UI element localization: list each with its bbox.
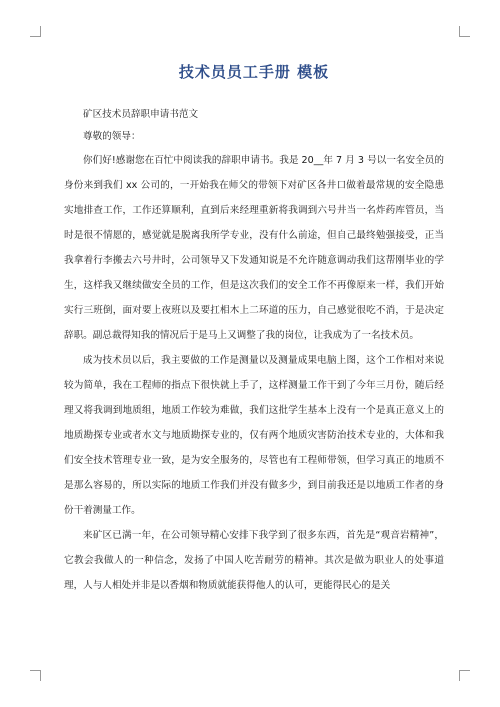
salutation: 尊敬的领导： (83, 131, 141, 142)
page-corner-mark-bottom-left (30, 670, 41, 681)
page-corner-mark-top-right (459, 26, 470, 37)
document-title: 技术员员工手册 模板 (178, 63, 330, 81)
paragraph-2: 成为技术员以后，我主要做的工作是测量以及测量成果电脑上图，这个工作相对来说较为简单，我在工程师的指点下很快就上手了，这样测量工作干到了今年三月份，随后经理又将我调到地质组，地质工作较为难做，我们这批学生基本上没有一个是真正意义上的地质勘探专业或者水文与地质勘探专业的，仅有两个地质灾害防治技术专业的，大体和我们安全技术管理专业一致，是为安全服务的，尽管也有工程师带领，但学习真正的地质不是那么容易的，所以实际的地质工作我们并没有做多少，到目前我还是以地质工作者的身份干着测量工作。 (64, 355, 444, 516)
page-corner-mark-top-left (30, 26, 41, 37)
document-page (64, 62, 444, 598)
page-corner-mark-bottom-right (459, 670, 470, 681)
paragraph-1: 你们好!感谢您在百忙中阅读我的辞职申请书。我是 20__年 7 月 3 号以一名安全员的身份来到我们 xx 公司的，一开始我在师父的带领下对矿区各井口做着最常规的安全隐患实地排查工作，工作还算顺利，直到后来经理重新将我调到六号井当一名炸药库管员，当时是很不情愿的，感觉就是脱离我所学专业，没有什么前途，但自己最终勉强接受，正当我拿着行李搬去六号井时，公司领导又下发通知说是不允许随意调动我们这帮刚毕业的学生，这样我又继续做安全员的工作，但是这次我们的安全工作不再像原来一样，我们开始实行三班倒，面对要上夜班以及要扛相木上二环道的压力，自己感觉很吃不消，于是决定辞职。副总裁得知我的情况后于是马上又调整了我的岗位，让我成为了一名技术员。 (64, 155, 444, 341)
document-subtitle: 矿区技术员辞职申请书范文 (83, 109, 199, 120)
paragraph-3: 来矿区已满一年，在公司领导精心安排下我学到了很多东西，首先是“观音岩精神”，它教会我做人的一种信念，发扬了中国人吃苦耐劳的精神。其次是做为职业人的处事道理，人与人相处并非是以香烟和物质就能获得他人的认可，更能得民心的是关 (64, 530, 444, 591)
